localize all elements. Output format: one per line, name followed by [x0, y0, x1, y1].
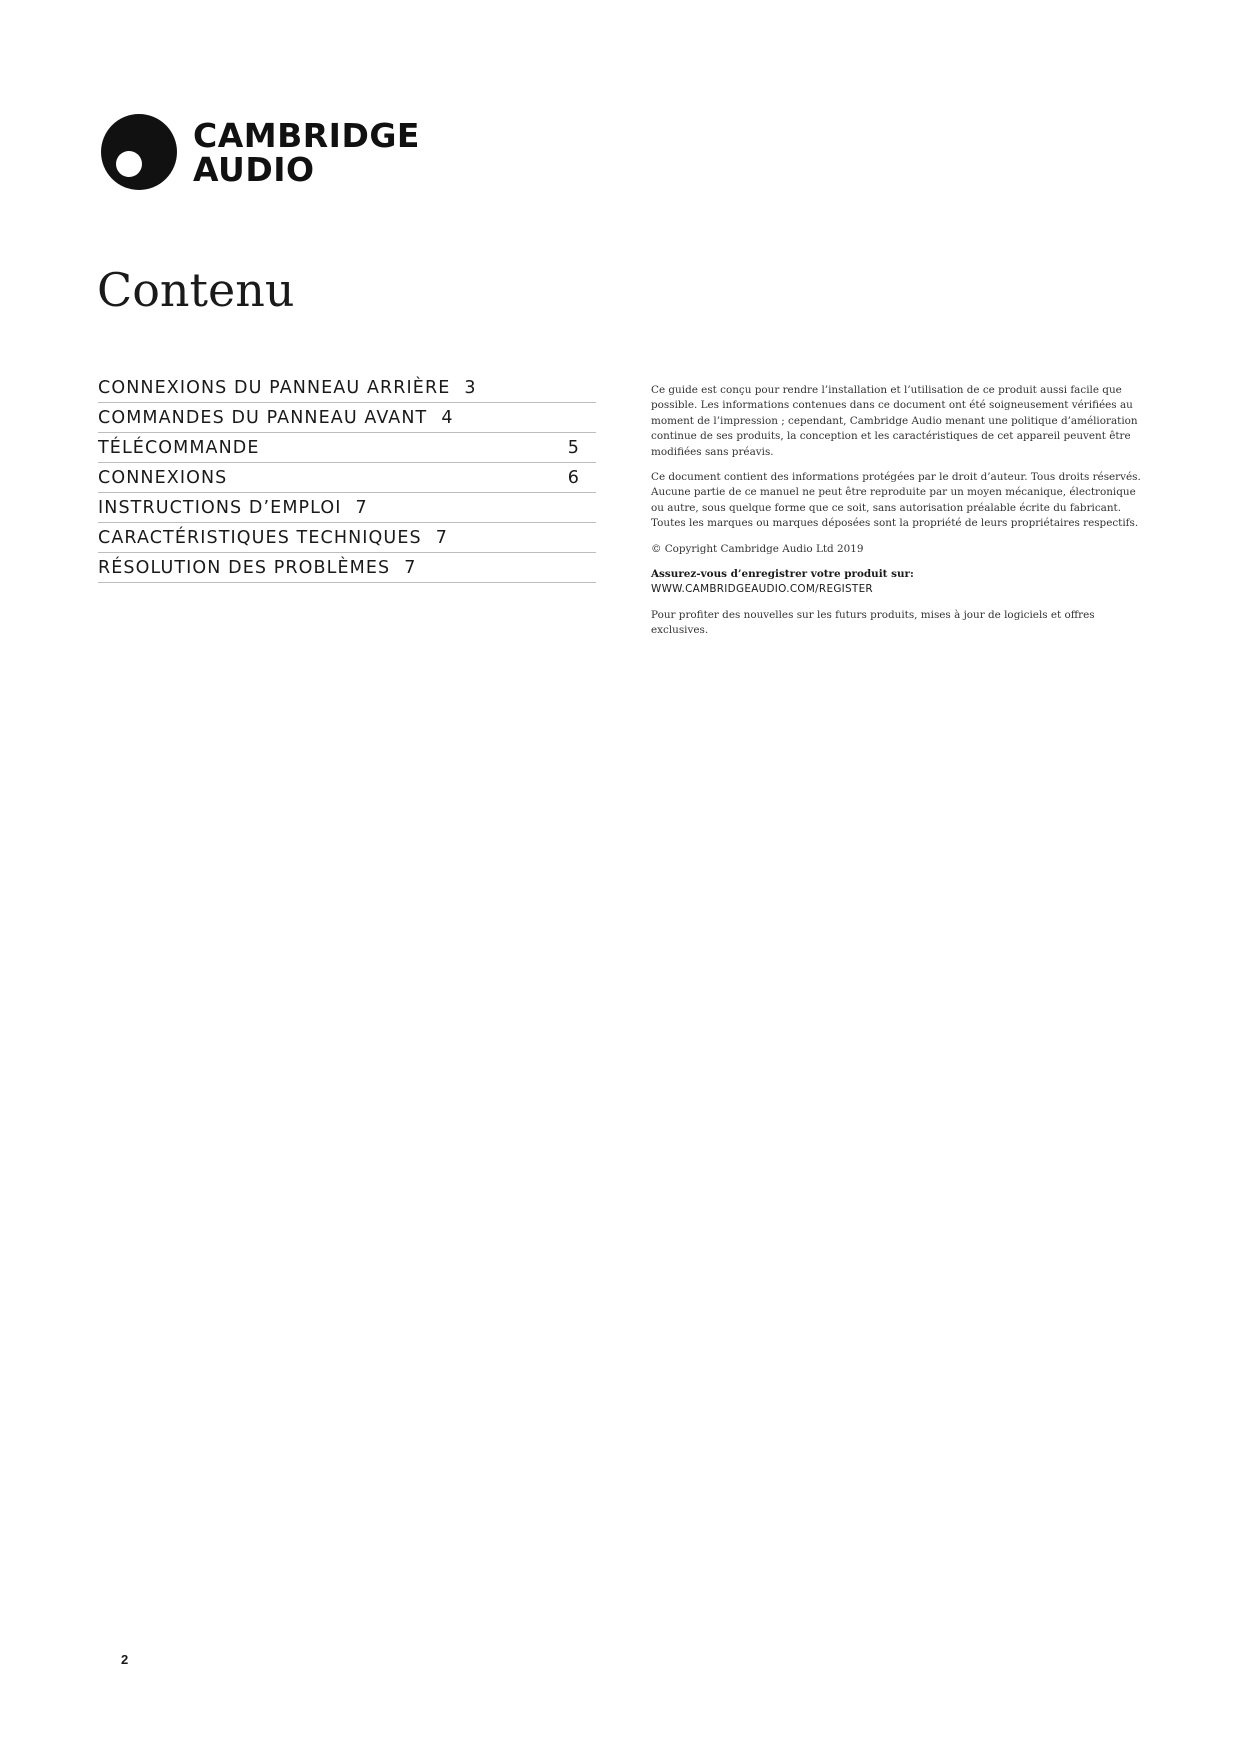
toc-item-label: CARACTÉRISTIQUES TECHNIQUES: [98, 528, 422, 548]
info-column: [651, 383, 1141, 649]
brand-wordmark-line2: AUDIO: [193, 150, 315, 189]
toc-item-label: TÉLÉCOMMANDE: [98, 438, 260, 458]
info-paragraph-copyright-notice: Ce document contient des informations protégées par le droit d’auteur. Tous droits réservés. Aucune partie de ce manuel ne peut être reproduite par un moyen mécanique, électronique ou autre, sous quelque forme que ce soit, sans autorisation préalable écrite du fabricant. Toutes les marques ou marques déposées sont la propriété de leurs propriétaires respectifs.: [651, 471, 1141, 530]
register-link[interactable]: WWW.CAMBRIDGEAUDIO.COM/REGISTER: [651, 583, 873, 596]
toc-item-page: 7: [435, 528, 448, 548]
register-heading: Assurez-vous d’enregistrer votre produit sur:: [651, 568, 914, 581]
toc-item-page: 5: [567, 438, 580, 458]
toc-item-page: 3: [464, 378, 477, 398]
toc-item-page: 7: [355, 498, 368, 518]
cambridge-audio-logo-mark-icon: [100, 113, 178, 191]
table-of-contents: [98, 373, 596, 583]
brand-wordmark-line1: CAMBRIDGE: [193, 116, 420, 155]
toc-item-specifications[interactable]: [98, 523, 596, 553]
toc-item-page: 6: [567, 468, 580, 488]
toc-item-label: CONNEXIONS DU PANNEAU ARRIÈRE: [98, 378, 451, 398]
toc-item-front-panel[interactable]: [98, 403, 596, 433]
copyright-line: © Copyright Cambridge Audio Ltd 2019: [651, 542, 864, 555]
toc-item-troubleshooting[interactable]: [98, 553, 596, 583]
page-number: 2: [121, 1652, 129, 1667]
info-paragraph-guide: Ce guide est conçu pour rendre l’installation et l’utilisation de ce produit aussi facile que possible. Les informations contenues dans ce document ont été soigneusement vérifiées au moment de l’impression ; cependant, Cambridge Audio menant une politique d’amélioration continue de ses produits, la conception et les caractéristiques de cet appareil peuvent être modifiées sans préavis.: [651, 384, 1138, 458]
brand-logo: [100, 113, 420, 193]
toc-item-operating-instructions[interactable]: [98, 493, 596, 523]
toc-item-label: CONNEXIONS: [98, 468, 228, 488]
page-title: Contenu: [97, 263, 295, 317]
toc-item-page: 4: [441, 408, 454, 428]
toc-item-connections[interactable]: [98, 463, 596, 493]
toc-item-label: COMMANDES DU PANNEAU AVANT: [98, 408, 428, 428]
toc-item-page: 7: [404, 558, 417, 578]
toc-item-label: INSTRUCTIONS D’EMPLOI: [98, 498, 342, 518]
brand-wordmark: [193, 116, 420, 189]
toc-item-remote[interactable]: [98, 433, 596, 463]
toc-item-label: RÉSOLUTION DES PROBLÈMES: [98, 558, 391, 578]
info-closing: Pour profiter des nouvelles sur les futurs produits, mises à jour de logiciels et offres exclusives.: [651, 608, 1095, 637]
toc-item-rear-panel[interactable]: [98, 373, 596, 403]
